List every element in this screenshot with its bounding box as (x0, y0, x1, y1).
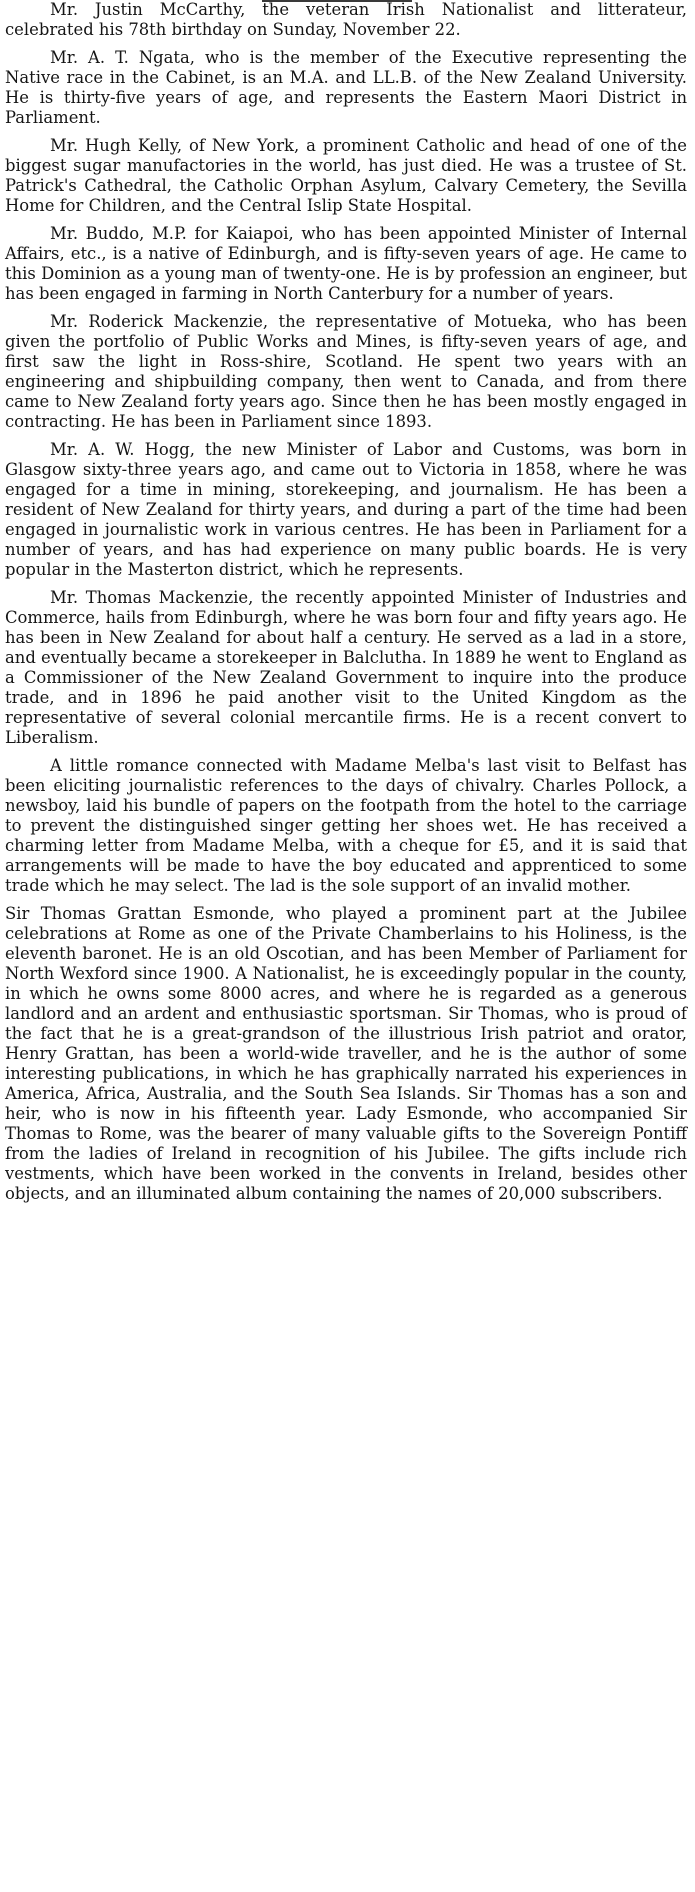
paragraph-roderick-mackenzie: Mr. Roderick Mackenzie, the representative of Motueka, who has been given the portfolio of Public Works and Mines, is fifty-seven years of age, and first saw the light in Ross-shire, Scotland. He spent two years with an engineering and shipbuilding company, then went to Canada, and from there came to New Zealand forty years ago. Since then he has been mostly engaged in contracting. He has been in Parliament since 1893. (5, 312, 687, 431)
paragraph-kelly: Mr. Hugh Kelly, of New York, a prominent Catholic and head of one of the biggest sugar manufactories in the world, has just died. He was a trustee of St. Patrick's Cathedral, the Catholic Orphan Asylum, Calvary Cemetery, the Sevilla Home for Children, and the Central Islip State Hospital. (5, 136, 687, 215)
paragraph-esmonde: Sir Thomas Grattan Esmonde, who played a prominent part at the Jubilee celebrations at Rome as one of the Private Chamberlains to his Holiness, is the eleventh baronet. He is an old Oscotian, and has been Member of Parliament for North Wexford since 1900. A Nationalist, he is exceedingly popular in the county, in which he owns some 8000 acres, and where he is regarded as a generous landlord and an ardent and enthusiastic sportsman. Sir Thomas, who is proud of the fact that he is a great-grandson of the illustrious Irish patriot and orator, Henry Grattan, has been a world-wide traveller, and he is the author of some interesting publications, in which he has graphically narrated his experiences in America, Africa, Australia, and the South Sea Islands. Sir Thomas has a son and heir, who is now in his fifteenth year. Lady Esmonde, who accompanied Sir Thomas to Rome, was the bearer of many valuable gifts to the Sovereign Pontiff from the ladies of Ireland in recognition of his Jubilee. The gifts include rich vestments, which have been worked in the convents in Ireland, besides other objects, and an illuminated album containing the names of 20,000 subscribers. (5, 904, 687, 1203)
paragraph-ngata: Mr. A. T. Ngata, who is the member of the Executive representing the Native race in the Cabinet, is an M.A. and LL.B. of the New Zealand University. He is thirty-five years of age, and represents the Eastern Maori District in Parliament. (5, 48, 687, 127)
article-column (5, 0, 687, 1204)
paragraph-melba: A little romance connected with Madame Melba's last visit to Belfast has been eliciting journalistic references to the days of chivalry. Charles Pollock, a newsboy, laid his bundle of papers on the footpath from the hotel to the carriage to prevent the distinguished singer getting her shoes wet. He has received a charming letter from Madame Melba, with a cheque for £5, and it is said that arrangements will be made to have the boy educated and apprenticed to some trade which he may select. The lad is the sole support of an invalid mother. (5, 756, 687, 895)
paragraph-mccarthy: Mr. Justin McCarthy, the veteran Irish Nationalist and litterateur, celebrated his 78th birthday on Sunday, November 22. (5, 0, 687, 39)
paragraph-thomas-mackenzie: Mr. Thomas Mackenzie, the recently appointed Minister of Industries and Commerce, hails from Edinburgh, where he was born four and fifty years ago. He has been in New Zealand for about half a century. He served as a lad in a store, and eventually became a storekeeper in Balclutha. In 1889 he went to England as a Commissioner of the New Zealand Government to inquire into the produce trade, and in 1896 he paid another visit to the United Kingdom as the representative of several colonial mercantile firms. He is a recent convert to Liberalism. (5, 588, 687, 747)
paragraph-buddo: Mr. Buddo, M.P. for Kaiapoi, who has been appointed Minister of Internal Affairs, etc., is a native of Edinburgh, and is fifty-seven years of age. He came to this Dominion as a young man of twenty-one. He is by profession an engineer, but has been engaged in farming in North Canterbury for a number of years. (5, 224, 687, 303)
paragraph-hogg: Mr. A. W. Hogg, the new Minister of Labor and Customs, was born in Glasgow sixty-three years ago, and came out to Victoria in 1858, where he was engaged for a time in mining, storekeeping, and journalism. He has been a resident of New Zealand for thirty years, and during a part of the time had been engaged in journalistic work in various centres. He has been in Parliament for a number of years, and has had experience on many public boards. He is very popular in the Masterton district, which he represents. (5, 440, 687, 579)
